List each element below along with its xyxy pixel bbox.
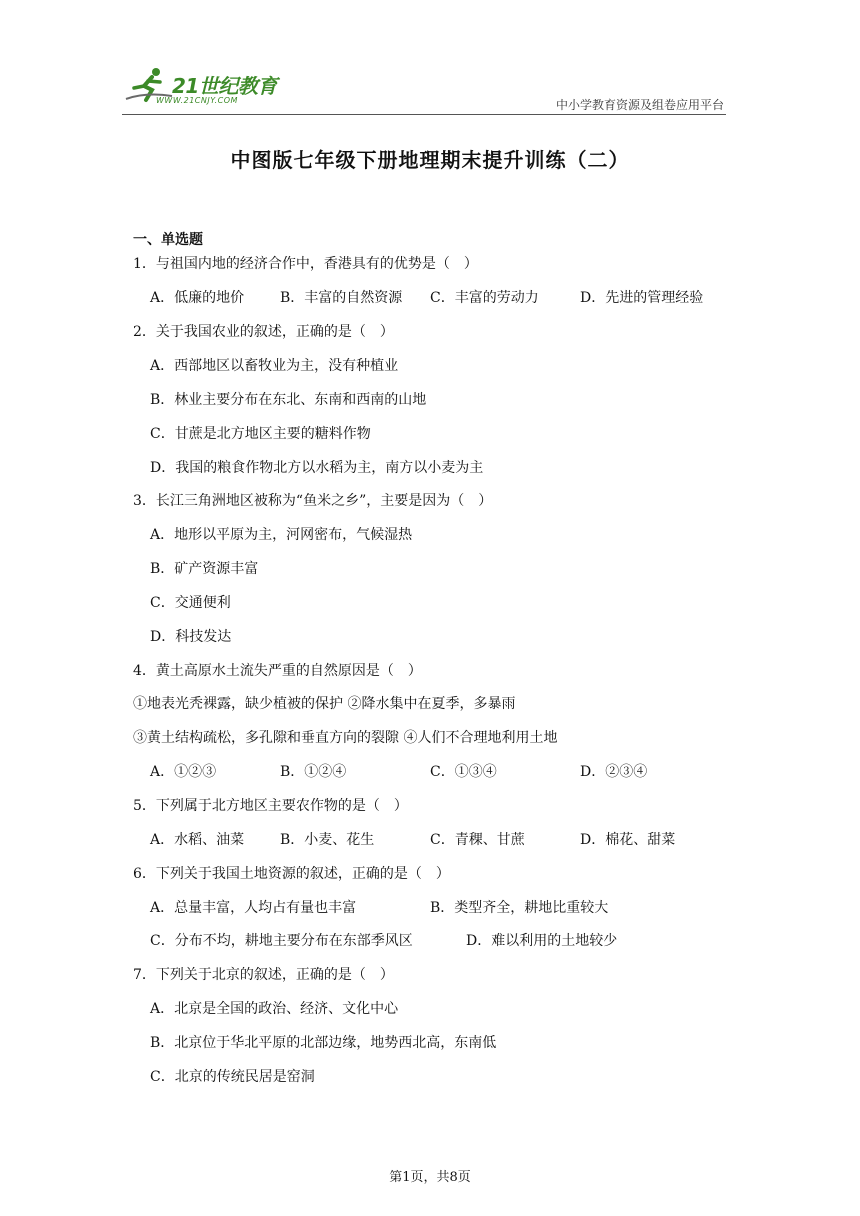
question-stem: 1．与祖国内地的经济合作中，香港具有的优势是（ ） bbox=[133, 256, 478, 272]
answer-option[interactable]: D．我国的粮食作物北方以水稻为主，南方以小麦为主 bbox=[150, 460, 484, 476]
answer-option[interactable]: C．北京的传统民居是窑洞 bbox=[150, 1069, 315, 1085]
answer-option[interactable]: C．①③④ bbox=[430, 764, 497, 780]
answer-option[interactable]: C．交通便利 bbox=[150, 595, 231, 611]
header-divider bbox=[122, 114, 726, 115]
answer-option[interactable]: B．类型齐全，耕地比重较大 bbox=[430, 900, 609, 916]
answer-option[interactable]: D．难以利用的土地较少 bbox=[466, 933, 618, 949]
site-logo[interactable] bbox=[122, 66, 302, 112]
answer-option[interactable]: A．北京是全国的政治、经济、文化中心 bbox=[150, 1001, 399, 1017]
question-stem: 2．关于我国农业的叙述，正确的是（ ） bbox=[133, 324, 394, 340]
answer-option[interactable]: B．小麦、花生 bbox=[280, 832, 375, 848]
answer-option[interactable]: C．甘蔗是北方地区主要的糖料作物 bbox=[150, 426, 371, 442]
platform-name: 中小学教育资源及组卷应用平台 bbox=[555, 98, 724, 112]
answer-option[interactable]: B．林业主要分布在东北、东南和西南的山地 bbox=[150, 392, 427, 408]
section-heading: 一、单选题 bbox=[133, 232, 203, 248]
answer-option[interactable]: C．青稞、甘蔗 bbox=[430, 832, 525, 848]
statement-line: ③黄土结构疏松，多孔隙和垂直方向的裂隙 ④人们不合理地利用土地 bbox=[133, 730, 558, 746]
answer-option[interactable]: C．丰富的劳动力 bbox=[430, 290, 539, 306]
answer-option[interactable]: A．水稻、油菜 bbox=[150, 832, 245, 848]
answer-option[interactable]: A．西部地区以畜牧业为主，没有种植业 bbox=[150, 358, 399, 374]
answer-option[interactable]: A．低廉的地价 bbox=[150, 290, 245, 306]
question-stem: 4．黄土高原水土流失严重的自然原因是（ ） bbox=[133, 663, 422, 679]
answer-option[interactable]: A．①②③ bbox=[150, 764, 217, 780]
page-header bbox=[122, 64, 726, 116]
answer-option[interactable]: D．②③④ bbox=[580, 764, 648, 780]
page-title: 中图版七年级下册地理期末提升训练（二） bbox=[230, 148, 630, 172]
answer-option[interactable]: A．总量丰富，人均占有量也丰富 bbox=[150, 900, 357, 916]
answer-option[interactable]: A．地形以平原为主，河网密布，气候湿热 bbox=[150, 527, 413, 543]
page-number: 第1页，共8页 bbox=[389, 1170, 471, 1185]
question-stem: 6．下列关于我国土地资源的叙述，正确的是（ ） bbox=[133, 866, 450, 882]
answer-option[interactable]: C．分布不均，耕地主要分布在东部季风区 bbox=[150, 933, 413, 949]
answer-option[interactable]: B．①②④ bbox=[280, 764, 347, 780]
answer-option[interactable]: B．矿产资源丰富 bbox=[150, 561, 259, 577]
logo-url: WWW.21CNJY.COM bbox=[156, 96, 238, 105]
logo-text: 21世纪教育 bbox=[172, 74, 277, 98]
question-stem: 7．下列关于北京的叙述，正确的是（ ） bbox=[133, 967, 394, 983]
answer-option[interactable]: D．先进的管理经验 bbox=[580, 290, 704, 306]
statement-line: ①地表光秃裸露，缺少植被的保护 ②降水集中在夏季，多暴雨 bbox=[133, 696, 516, 712]
answer-option[interactable]: B．北京位于华北平原的北部边缘，地势西北高，东南低 bbox=[150, 1035, 497, 1051]
question-stem: 3．长江三角洲地区被称为“鱼米之乡”，主要是因为（ ） bbox=[133, 493, 493, 509]
answer-option[interactable]: D．科技发达 bbox=[150, 629, 232, 645]
answer-option[interactable]: D．棉花、甜菜 bbox=[580, 832, 676, 848]
answer-option[interactable]: B．丰富的自然资源 bbox=[280, 290, 403, 306]
question-stem: 5．下列属于北方地区主要农作物的是（ ） bbox=[133, 798, 408, 814]
